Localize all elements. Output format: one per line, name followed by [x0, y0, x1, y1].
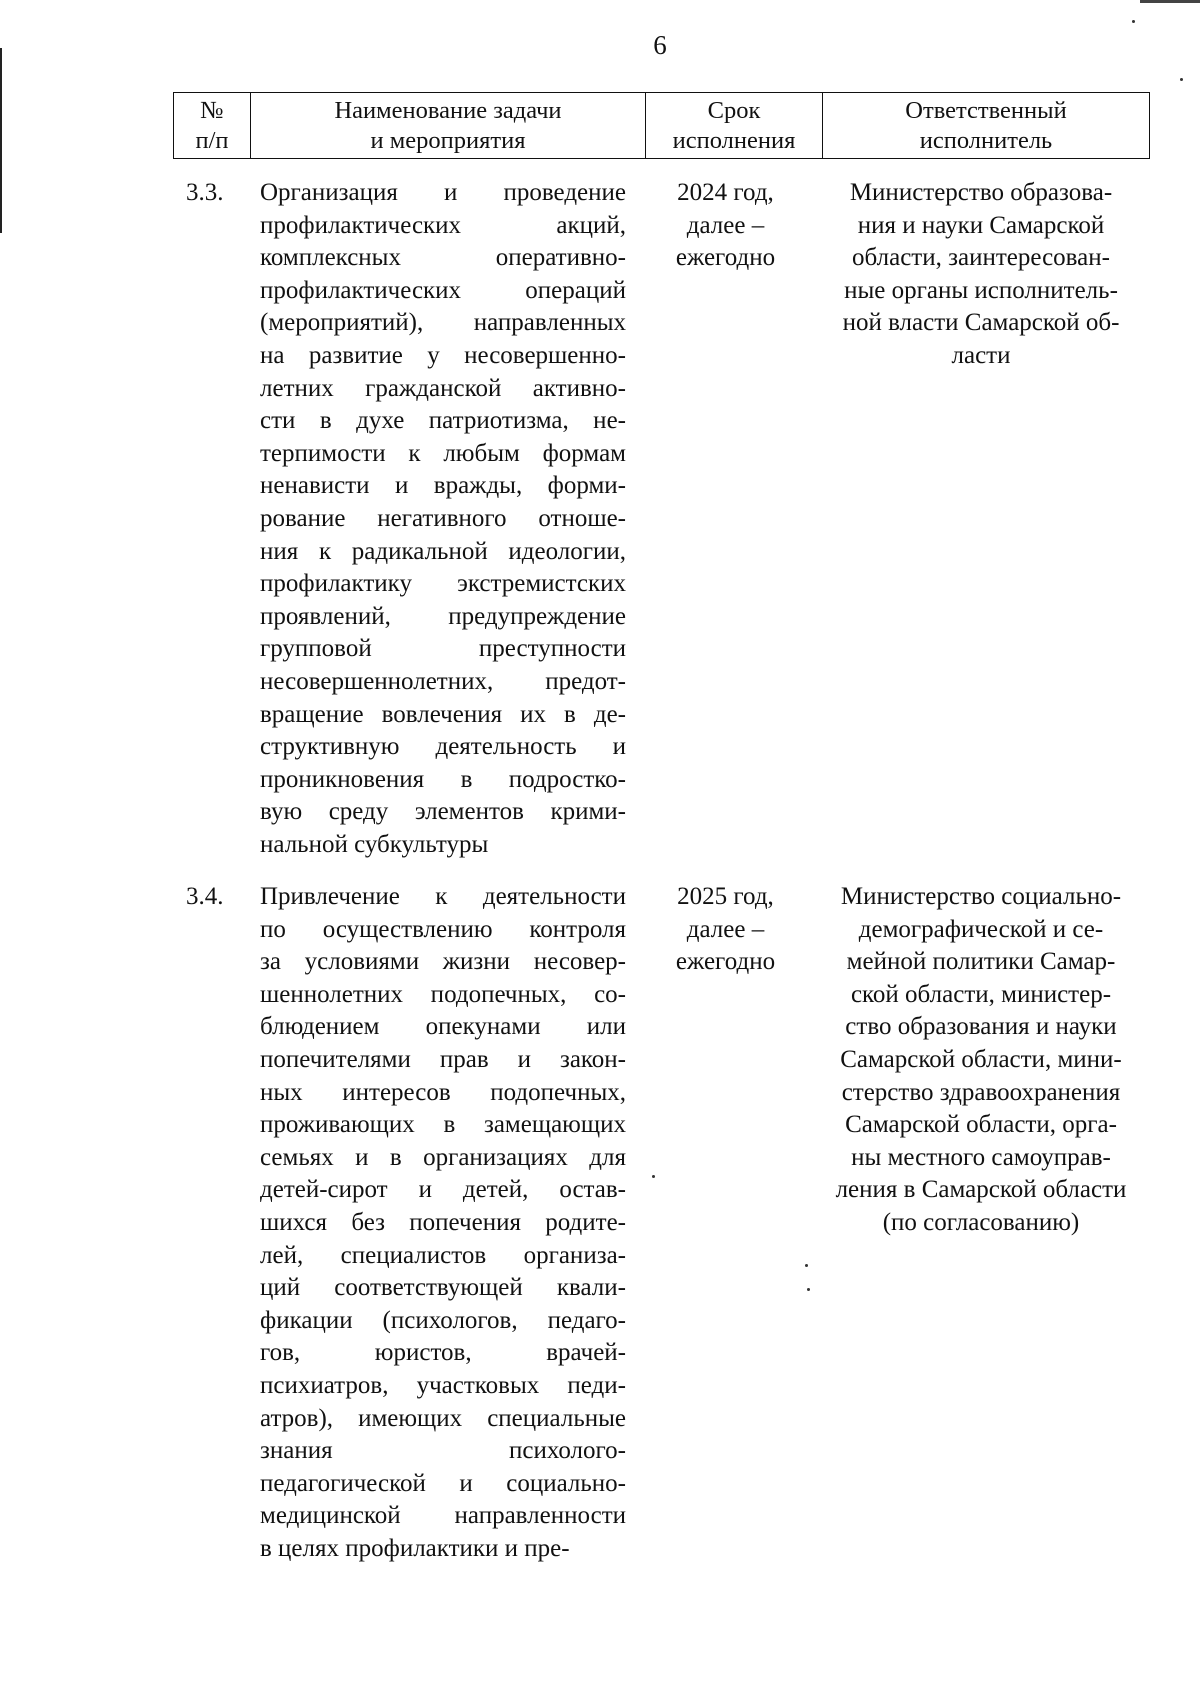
table-header	[173, 92, 1150, 159]
header-number-line1: №	[200, 97, 224, 124]
text-line: структивную деятельность и	[260, 733, 626, 761]
text-line: детей-сирот и детей, остав-	[260, 1176, 626, 1204]
text-line: проявлений, предупреждение	[260, 602, 626, 630]
text-line: попечителями прав и закон-	[260, 1045, 626, 1073]
text-line: атров), имеющих специальные	[260, 1404, 626, 1432]
text-line: сти в духе патриотизма, не-	[260, 407, 626, 435]
text-line: лей, специалистов организа-	[260, 1241, 626, 1269]
row-task	[260, 177, 626, 861]
text-line: рование негативного отноше-	[260, 504, 626, 532]
text-line: далее –	[686, 915, 765, 943]
text-line: далее –	[686, 211, 765, 239]
text-line: медицинской направленности	[260, 1502, 626, 1530]
row-number: 3.4.	[186, 883, 224, 910]
scan-speck	[652, 1175, 655, 1178]
text-line: проникновения в подростко-	[260, 765, 626, 793]
text-line: фикации (психологов, педаго-	[260, 1306, 626, 1334]
text-line: ство образования и науки	[845, 1013, 1117, 1041]
header-task-line2: и мероприятия	[370, 127, 526, 154]
text-line: ций соответствующей квали-	[260, 1274, 626, 1302]
header-cell-responsible	[823, 93, 1150, 159]
text-line: групповой преступности	[260, 635, 626, 663]
text-line: ской области, министер-	[850, 980, 1112, 1008]
text-line: нальной субкультуры	[260, 830, 489, 858]
text-line: ласти	[951, 341, 1011, 369]
text-line: вращение вовлечения их в де-	[260, 700, 626, 728]
text-line: летних гражданской активно-	[260, 374, 626, 402]
text-line: ния к радикальной идеологии,	[260, 537, 626, 565]
scan-speck	[805, 1264, 808, 1267]
scan-speck	[1132, 20, 1135, 23]
text-line: ненависти и вражды, форми-	[260, 472, 626, 500]
text-line: терпимости к любым формам	[260, 439, 626, 467]
header-task-line1: Наименование задачи	[334, 97, 562, 124]
text-line: Самарской области, орга-	[845, 1111, 1117, 1139]
text-line: мейной политики Самар-	[846, 948, 1116, 976]
row-term	[653, 177, 798, 275]
text-line: профилактику экстремистских	[260, 570, 626, 598]
header-cell-term	[646, 93, 823, 159]
text-line: знания психолого-	[260, 1437, 626, 1465]
text-line: несовершеннолетних, предот-	[260, 667, 626, 695]
row-responsible	[816, 881, 1146, 1240]
text-line: комплексных оперативно-	[260, 244, 626, 272]
text-line: ные органы исполнитель-	[844, 276, 1118, 304]
text-line: Министерство социально-	[840, 883, 1122, 910]
text-line: педагогической и социально-	[260, 1469, 626, 1497]
page-number: 6	[653, 30, 667, 60]
row-term	[653, 881, 798, 979]
text-line: проживающих в замещающих	[260, 1111, 626, 1139]
header-number-line2: п/п	[195, 127, 229, 154]
text-line: семьях и в организациях для	[260, 1143, 626, 1171]
text-line: профилактических акций,	[260, 211, 626, 239]
header-cell-number	[174, 93, 251, 159]
header-responsible-line1: Ответственный	[905, 97, 1067, 124]
row-task	[260, 881, 626, 1565]
text-line: ния и науки Самарской	[857, 211, 1105, 239]
text-line: вую среду элементов крими-	[260, 798, 626, 826]
text-line: Организация и проведение	[260, 179, 626, 206]
text-line: гов, юристов, врачей-	[260, 1339, 626, 1367]
text-line: шихся без попечения родите-	[260, 1208, 626, 1236]
text-line: области, заинтересован-	[852, 244, 1110, 272]
scan-corner-mark	[1140, 0, 1200, 3]
text-line: ных интересов подопечных,	[260, 1078, 626, 1106]
header-cell-task	[251, 93, 646, 159]
text-line: Самарской области, мини-	[840, 1045, 1122, 1073]
text-line: по осуществлению контроля	[260, 915, 626, 943]
text-line: за условиями жизни несовер-	[260, 948, 626, 976]
row-responsible	[816, 177, 1146, 373]
text-line: шеннолетних подопечных, со-	[260, 980, 626, 1008]
scan-speck	[1180, 78, 1183, 81]
text-line: стерство здравоохранения	[841, 1078, 1121, 1106]
text-line: ления в Самарской области	[835, 1176, 1127, 1204]
text-line: ны местного самоуправ-	[851, 1143, 1111, 1171]
header-term-line1: Срок	[707, 97, 761, 124]
scan-margin-mark	[0, 48, 2, 233]
text-line: 2025 год,	[677, 883, 774, 910]
scan-speck	[807, 1288, 810, 1291]
text-line: на развитие у несовершенно-	[260, 341, 626, 369]
text-line: (по согласованию)	[882, 1208, 1080, 1236]
text-line: (мероприятий), направленных	[260, 309, 626, 337]
row-number: 3.3.	[186, 179, 224, 206]
text-line: ежегодно	[675, 948, 776, 976]
header-responsible-line2: исполнитель	[919, 127, 1053, 154]
text-line: ежегодно	[675, 244, 776, 272]
text-line: блюдением опекунами или	[260, 1013, 626, 1041]
text-line: профилактических операций	[260, 276, 626, 304]
text-line: психиатров, участковых педи-	[260, 1371, 626, 1399]
text-line: Привлечение к деятельности	[260, 883, 626, 910]
text-line: демографической и се-	[858, 915, 1104, 943]
text-line: Министерство образова-	[849, 179, 1113, 206]
text-line: 2024 год,	[677, 179, 774, 206]
header-term-line2: исполнения	[672, 127, 796, 154]
text-line: в целях профилактики и пре-	[260, 1534, 570, 1562]
text-line: ной власти Самарской об-	[842, 309, 1120, 337]
